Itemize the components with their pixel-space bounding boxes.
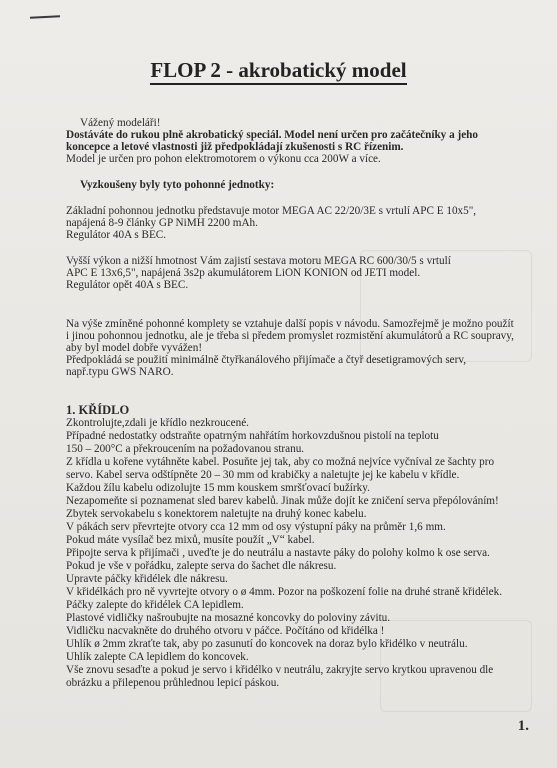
unit-2-line: Vyšší výkon a nižší hmotnost Vám zajistí sestava motoru MEGA RC 600/30/5 s vrtulí xyxy=(66,255,451,267)
note-line: Na výše zmíněné pohonné komplety se vztahuje další popis v návodu. Samozřejmě je možno použít xyxy=(66,318,514,330)
section-line: Případné nedostatky odstraňte opatrným nahřátím horkovzdušnou pistolí na teplotu xyxy=(66,430,439,442)
section-line: servo. Kabel serva odštípněte 20 – 30 mm od krabičky a naletujte jej ke kabelu v křídle. xyxy=(66,469,460,481)
greeting: Vážený modeláři! xyxy=(80,117,161,129)
intro-line-3: Model je určen pro pohon elektromotorem o výkonu cca 200W a více. xyxy=(66,153,381,165)
intro-bold-line-2: koncepce a letové vlastnosti již předpokládají zkušenosti s RC řízenim. xyxy=(66,141,404,153)
section-line: Zbytek servokabelu s konektorem naletujte na druhý konec kabelu. xyxy=(66,508,367,520)
section-line: Vše znovu sesaďte a pokud je servo i křidélko v neutrálu, zakryjte servo krytkou upravenou dle xyxy=(66,664,494,676)
unit-2-line: APC E 13x6,5", napájená 3s2p akumulátorem LiON KONION od JETI model. xyxy=(66,267,421,279)
section-line: obrázku a přilepenou průhlednou lepicí páskou. xyxy=(66,677,280,689)
unit-1-line: Regulátor 40A s BEC. xyxy=(66,229,167,241)
section-line: V křidélkách pro ně vyvrtejte otvory o ø 4mm. Pozor na poškození folie na druhé straně křidélek. xyxy=(66,586,502,598)
section-line: Každou žílu kabelu odizolujte 15 mm kouskem smršťovací bužírky. xyxy=(66,482,370,494)
section-line: Upravte páčky křidélek dle nákresu. xyxy=(66,573,228,585)
unit-1-line: Základní pohonnou jednotku představuje motor MEGA AC 22/20/3E s vrtulí APC E 10x5", xyxy=(66,205,477,217)
page-number: 1. xyxy=(517,718,529,734)
note-line: aby byl model dobře vyvážen! xyxy=(66,342,203,354)
section-line: Pokud máte vysílač bez mixů, musíte použít „V“ kabel. xyxy=(66,534,315,546)
section-line: Uhlík ø 2mm zkraťte tak, aby po zasunutí do koncovek na doraz bylo křidélko v neutrálu. xyxy=(66,638,468,650)
section-line: Z křídla u kořene vytáhněte kabel. Posuňte jej tak, aby co možná nejvíce vyčníval ze šachty pro xyxy=(66,456,495,468)
section-line: V pákách serv převrtejte otvory cca 12 mm od osy výstupní páky na průměr 1,6 mm. xyxy=(66,521,446,533)
pen-dash-mark xyxy=(30,15,60,19)
tested-units-heading: Vyzkoušeny byly tyto pohonné jednotky: xyxy=(80,179,275,191)
section-line: Pokud je vše v pořádku, zalepte serva do šachet dle nákresu. xyxy=(66,560,337,572)
section-line: Připojte serva k přijímači , uveďte je do neutrálu a nastavte páky do polohy kolmo k ose serva. xyxy=(66,547,490,559)
note-line: např.typu GWS NARO. xyxy=(66,366,174,378)
section-line: 150 – 200°C a překroucením na požadovanou stranu. xyxy=(66,443,305,455)
section-line: Zkontrolujte,zdali je křídlo nezkroucené. xyxy=(66,417,249,429)
intro-bold-line-1: Dostáváte do rukou plně akrobatický speciál. Model není určen pro začátečníky a jeho xyxy=(66,129,478,141)
note-line: i jinou pohonnou jednotku, ale je třeba si předem promyslet rozmistění akumulátorů a RC soupravy, xyxy=(66,330,514,342)
unit-1-line: napájená 8-9 články GP NiMH 2200 mAh. xyxy=(66,217,258,229)
section-line: Páčky zalepte do křidélek CA lepidlem. xyxy=(66,599,244,611)
document-title: FLOP 2 - akrobatický model xyxy=(0,58,557,83)
section-heading-wing: 1. KŘÍDLO xyxy=(66,403,130,417)
section-line: Uhlík zalepte CA lepidlem do koncovek. xyxy=(66,651,249,663)
unit-2-line: Regulátor opět 40A s BEC. xyxy=(66,279,189,291)
section-line: Vidličku nacvakněte do druhého otvoru v páčce. Počítáno od křidélka ! xyxy=(66,625,385,637)
section-line: Plastové vidličky našroubujte na mosazné koncovky do poloviny závitu. xyxy=(66,612,391,624)
note-line: Předpokládá se použití minimálně čtyřkanálového přijímače a čtyř desetigramových serv, xyxy=(66,354,467,366)
section-line: Nezapomeňte si poznamenat sled barev kabelů. Jinak může dojít ke zničení serva přepólováním! xyxy=(66,495,499,507)
